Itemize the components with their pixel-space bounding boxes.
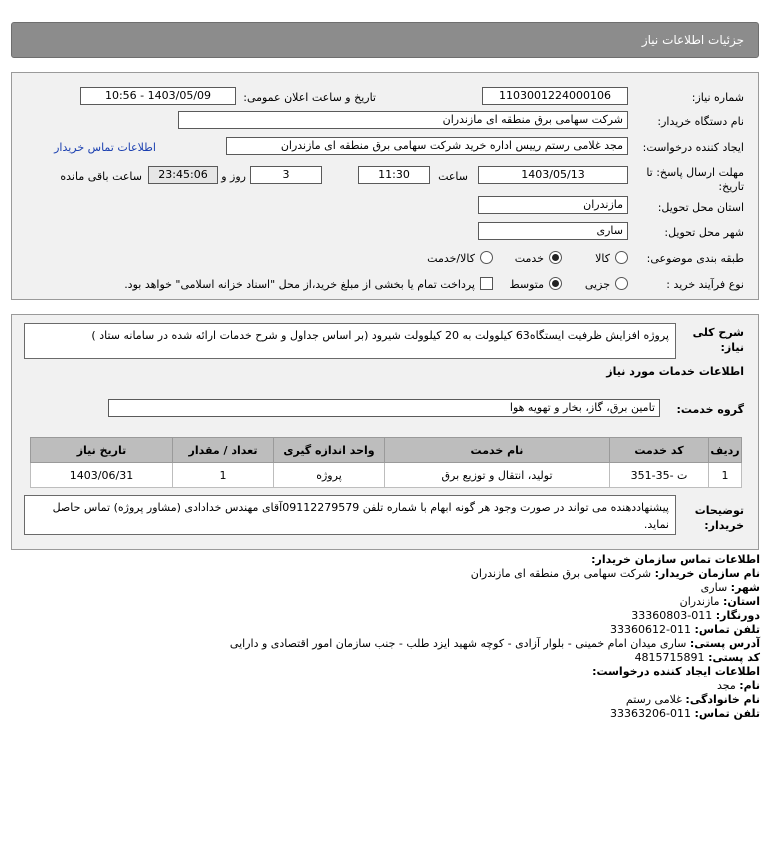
announce-field[interactable]: 1403/05/09 - 10:56 xyxy=(80,87,236,105)
contact-phone-label: تلفن تماس: xyxy=(694,623,760,636)
treasury-payment-note: پرداخت تمام یا بخشی از مبلغ خرید،از محل "اسناد خزانه اسلامی" خواهد بود. xyxy=(124,278,475,291)
contact-postal-label: کد پستی: xyxy=(708,651,760,664)
summary-text: پروژه افزایش ظرفیت ایستگاه63 کیلوولت به 20 کیلوولت شیرود (بر اساس جداول و شرح خدمات ارائه شده در سامانه ستاد ) xyxy=(24,323,676,359)
contact-org-line xyxy=(471,567,760,580)
col-date: تاریخ نیاز xyxy=(31,438,173,463)
services-table xyxy=(30,437,742,488)
col-unit: واحد اندازه گیری xyxy=(274,438,385,463)
process-label: نوع فرآیند خرید : xyxy=(666,278,744,291)
creator-label: ایجاد کننده درخواست: xyxy=(642,141,744,154)
service-group-label: گروه خدمت: xyxy=(676,403,744,416)
buyer-notes-label: توضیحات خریدار: xyxy=(694,504,744,532)
deadline-time-label: ساعت xyxy=(438,170,468,183)
remaining-time-field: 23:45:06 xyxy=(148,166,218,184)
category-label: طبقه بندی موضوعی: xyxy=(646,252,744,265)
days-field[interactable]: 3 xyxy=(250,166,322,184)
province-label: استان محل تحویل: xyxy=(657,201,744,214)
creator-phone-line xyxy=(610,707,760,720)
category-option-goods: کالا xyxy=(595,252,610,265)
contact-address-line xyxy=(230,637,760,650)
creator-phone: 011-33363206 xyxy=(610,707,692,720)
deadline-label: مهلت ارسال پاسخ: تا تاریخ: xyxy=(646,166,744,193)
buyer-org-field[interactable]: شرکت سهامی برق منطقه ای مازندران xyxy=(178,111,628,129)
contact-org-label: نام سازمان خریدار: xyxy=(654,567,760,580)
creator-info-title: اطلاعات ایجاد کننده درخواست: xyxy=(592,665,760,678)
category-option-service: خدمت xyxy=(514,252,544,265)
creator-first-name: مجد xyxy=(716,679,736,692)
creator-field[interactable]: مجد غلامی رستم رییس اداره خرید شرکت سهامی برق منطقه ای مازندران xyxy=(226,137,628,155)
deadline-time-field[interactable]: 11:30 xyxy=(358,166,430,184)
cell-qty: 1 xyxy=(173,463,274,488)
deadline-date-field[interactable]: 1403/05/13 xyxy=(478,166,628,184)
cell-code: ت -35-351 xyxy=(610,463,709,488)
contact-fax: 011-33360803 xyxy=(631,609,713,622)
category-radio-goods[interactable] xyxy=(615,251,628,264)
city-field[interactable]: ساری xyxy=(478,222,628,240)
category-option-goods-service: کالا/خدمت xyxy=(427,252,475,265)
page-title: جزئیات اطلاعات نیاز xyxy=(641,33,744,47)
process-radio-medium[interactable] xyxy=(549,277,562,290)
service-group-field[interactable]: تامین برق، گاز، بخار و تهویه هوا xyxy=(108,399,660,417)
cell-unit: پروژه xyxy=(274,463,385,488)
summary-label: شرح کلی نیاز: xyxy=(692,326,744,354)
cell-date: 1403/06/31 xyxy=(31,463,173,488)
province-field[interactable]: مازندران xyxy=(478,196,628,214)
contact-address-label: آدرس پستی: xyxy=(689,637,760,650)
contact-phone: 011-33360612 xyxy=(610,623,692,636)
contact-postal: 4815715891 xyxy=(634,651,705,664)
creator-phone-label: تلفن تماس: xyxy=(694,707,760,720)
table-row[interactable] xyxy=(31,463,742,488)
buyer-contact-link[interactable]: اطلاعات تماس خریدار xyxy=(54,141,156,154)
days-label: روز و xyxy=(221,170,246,183)
creator-first-name-label: نام: xyxy=(739,679,760,692)
creator-first-name-line xyxy=(717,679,760,692)
buyer-org-label: نام دستگاه خریدار: xyxy=(657,115,744,128)
contact-phone-line xyxy=(610,623,760,636)
need-info-panel xyxy=(11,72,759,300)
creator-last-name: غلامی رستم xyxy=(625,693,682,706)
need-number-field[interactable]: 1103001224000106 xyxy=(482,87,628,105)
contact-title: اطلاعات تماس سازمان خریدار: xyxy=(591,553,760,566)
contact-province: مازندران xyxy=(679,595,720,608)
category-radio-goods-service[interactable] xyxy=(480,251,493,264)
page-header xyxy=(11,22,759,58)
contact-province-label: استان: xyxy=(723,595,760,608)
services-section-title: اطلاعات خدمات مورد نیاز xyxy=(606,365,744,378)
buyer-notes-text: پیشنهاددهنده می تواند در صورت وجود هر گونه ابهام با شماره تلفن 09112279579آقای مهندس خدادادی (مشاور پروژه) تماس حاصل نماید. xyxy=(24,495,676,535)
col-qty: تعداد / مقدار xyxy=(173,438,274,463)
contact-address: ساری میدان امام خمینی - بلوار آزادی - کوچه شهید ایزد طلب - جنب سازمان امور اقتصادی و دارایی xyxy=(229,637,687,650)
remaining-label: ساعت باقی مانده xyxy=(60,170,142,183)
treasury-payment-checkbox[interactable] xyxy=(480,277,493,290)
process-radio-minor[interactable] xyxy=(615,277,628,290)
contact-city: ساری xyxy=(700,581,728,594)
contact-postal-line xyxy=(635,651,760,664)
cell-index: 1 xyxy=(709,463,742,488)
col-index: ردیف xyxy=(709,438,742,463)
services-panel xyxy=(11,314,759,550)
need-number-label: شماره نیاز: xyxy=(691,91,744,104)
contact-org: شرکت سهامی برق منطقه ای مازندران xyxy=(470,567,652,580)
col-code: کد خدمت xyxy=(610,438,709,463)
process-option-minor: جزیی xyxy=(584,278,610,291)
process-option-medium: متوسط xyxy=(509,278,544,291)
services-table-header xyxy=(31,438,742,463)
announce-label: تاریخ و ساعت اعلان عمومی: xyxy=(243,91,376,104)
contact-province-line xyxy=(680,595,760,608)
creator-last-name-line xyxy=(626,693,760,706)
contact-city-label: شهر: xyxy=(730,581,760,594)
contact-city-line xyxy=(701,581,760,594)
col-name: نام خدمت xyxy=(385,438,610,463)
cell-name: تولید، انتقال و توزیع برق xyxy=(385,463,610,488)
contact-fax-label: دورنگار: xyxy=(715,609,760,622)
category-radio-service[interactable] xyxy=(549,251,562,264)
city-label: شهر محل تحویل: xyxy=(664,226,744,239)
contact-fax-line xyxy=(631,609,760,622)
creator-last-name-label: نام خانوادگی: xyxy=(685,693,760,706)
